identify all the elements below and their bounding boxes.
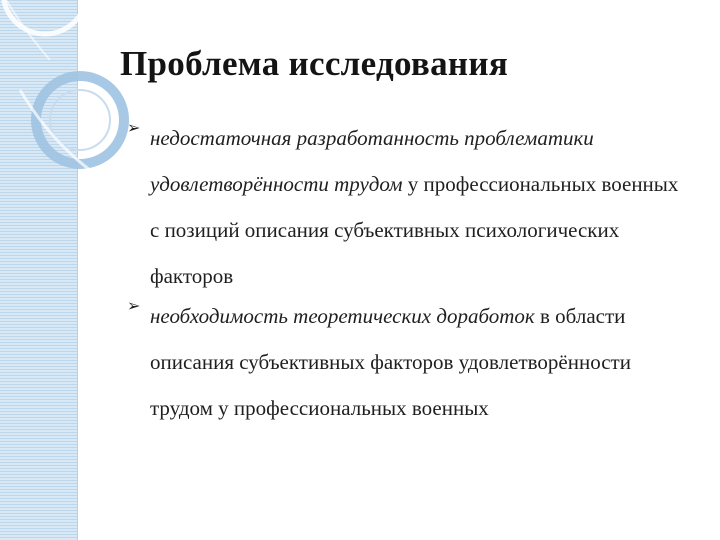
bullet-list <box>127 118 688 436</box>
slide-title: Проблема исследования <box>120 44 509 83</box>
bullet-item <box>128 293 688 431</box>
arrowhead-right-icon: ➢ <box>127 118 141 137</box>
arrowhead-right-icon: ➢ <box>127 296 141 315</box>
bullet-italic-text: необходимость теоретических доработок <box>150 304 535 328</box>
bullet-regular-text: у профессиональных военных с позиций описания субъективных психологических факторов <box>150 172 679 288</box>
decorative-ring-icon <box>0 0 130 200</box>
bullet-regular-text: в области описания субъективных факторов удовлетворённости трудом у профессиональных военных <box>150 304 631 420</box>
bullet-italic-text: недостаточная разработанность проблематики удовлетворённости трудом <box>150 126 594 196</box>
bullet-text <box>150 115 688 299</box>
bullet-item <box>128 115 688 299</box>
bullet-text <box>150 293 688 431</box>
